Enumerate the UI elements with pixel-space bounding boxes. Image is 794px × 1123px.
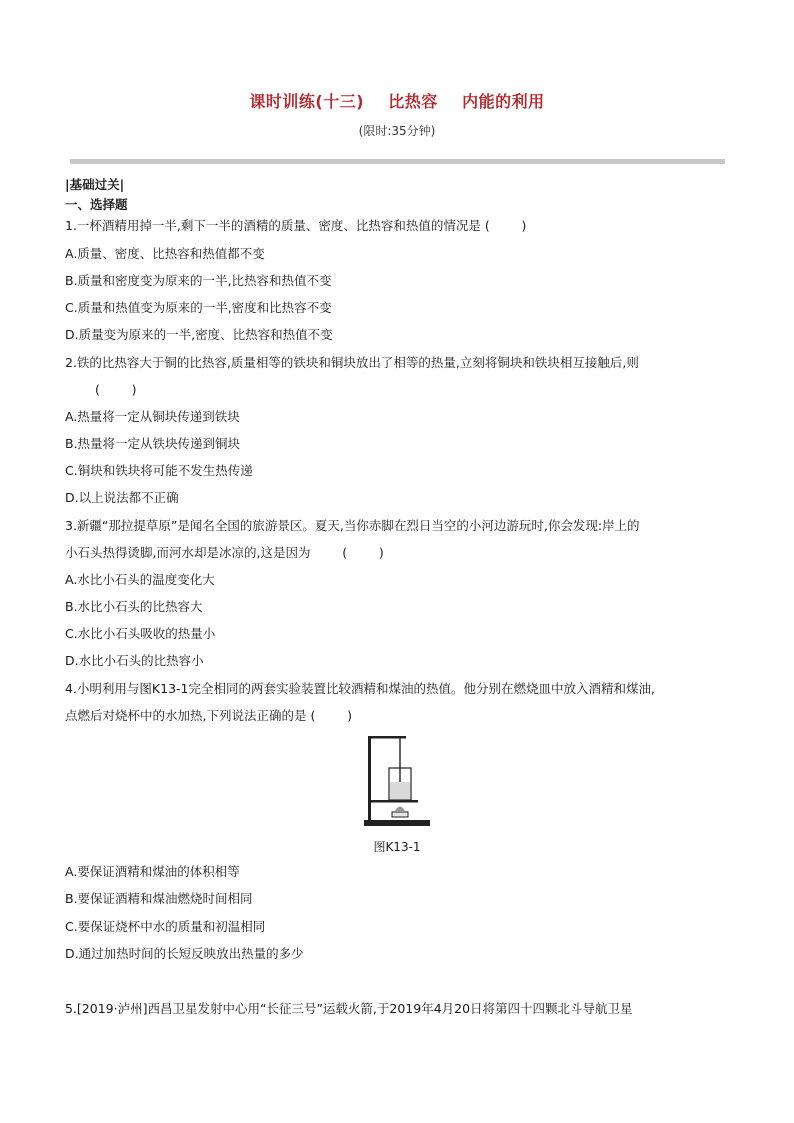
question-4-stem-cont: 点燃后对烧杯中的水加热,下列说法正确的是 ( ) bbox=[65, 708, 352, 723]
question-4-stem: 4.小明利用与图K13-1完全相同的两套实验装置比较酒精和煤油的热值。他分别在燃烧皿中放入酒精和煤油, bbox=[65, 681, 655, 696]
stand-base bbox=[364, 820, 430, 826]
stand-pole bbox=[368, 736, 371, 822]
question-2-answer-bracket: ( ) bbox=[95, 382, 137, 397]
page-title: 课时训练(十三) 比热容 内能的利用 bbox=[249, 92, 545, 111]
question-1-option-c: C.质量和热值变为原来的一半,密度和比热容不变 bbox=[65, 300, 332, 315]
burner-dish bbox=[392, 812, 408, 817]
question-2-stem: 2.铁的比热容大于铜的比热容,质量相等的铁块和铜块放出了相等的热量,立刻将铜块和铁块相互接触后,则 bbox=[65, 355, 639, 370]
question-1-option-b: B.质量和密度变为原来的一半,比热容和热值不变 bbox=[65, 273, 332, 288]
support-ring bbox=[368, 800, 418, 803]
question-4-option-c: C.要保证烧杯中水的质量和初温相同 bbox=[65, 919, 266, 934]
flame bbox=[395, 807, 405, 812]
question-4-option-a: A.要保证酒精和煤油的体积相等 bbox=[65, 864, 240, 879]
question-1-stem: 1.一杯酒精用掉一半,剩下一半的酒精的质量、密度、比热容和热值的情况是 ( ) bbox=[65, 218, 527, 233]
beaker-water bbox=[390, 782, 410, 799]
question-4-option-d: D.通过加热时间的长短反映放出热量的多少 bbox=[65, 946, 304, 961]
section-tag: |基础过关| bbox=[65, 177, 125, 192]
figure-caption: 图K13-1 bbox=[373, 840, 421, 854]
question-2-option-c: C.铜块和铁块将可能不发生热传递 bbox=[65, 463, 253, 478]
question-3-option-a: A.水比小石头的温度变化大 bbox=[65, 572, 215, 587]
question-2-option-d: D.以上说法都不正确 bbox=[65, 490, 179, 505]
question-4-option-b: B.要保证酒精和煤油燃烧时间相同 bbox=[65, 891, 253, 906]
question-3-option-c: C.水比小石头吸收的热量小 bbox=[65, 626, 216, 641]
question-2-option-a: A.热量将一定从铜块传递到铁块 bbox=[65, 409, 240, 424]
question-3-option-d: D.水比小石头的比热容小 bbox=[65, 653, 204, 668]
question-3-stem-cont: 小石头热得烫脚,而河水却是冰凉的,这是因为 ( ) bbox=[65, 545, 384, 560]
question-5-stem: 5.[2019·泸州]西昌卫星发射中心用“长征三号”运载火箭,于2019年4月20日将第四十四颗北斗导航卫星 bbox=[65, 1001, 633, 1016]
question-3-option-b: B.水比小石头的比热容大 bbox=[65, 599, 203, 614]
time-limit: (限时:35分钟) bbox=[358, 124, 436, 138]
question-3-stem: 3.新疆“那拉提草原”是闻名全国的旅游景区。夏天,当你赤脚在烈日当空的小河边游玩时,你会发现:岸上的 bbox=[65, 518, 640, 533]
section-heading: 一、选择题 bbox=[65, 197, 128, 212]
question-2-option-b: B.热量将一定从铁块传递到铜块 bbox=[65, 436, 241, 451]
header-divider bbox=[70, 159, 725, 164]
experiment-apparatus-figure bbox=[362, 732, 432, 832]
question-1-option-a: A.质量、密度、比热容和热值都不变 bbox=[65, 246, 265, 261]
question-1-option-d: D.质量变为原来的一半,密度、比热容和热值不变 bbox=[65, 327, 333, 342]
